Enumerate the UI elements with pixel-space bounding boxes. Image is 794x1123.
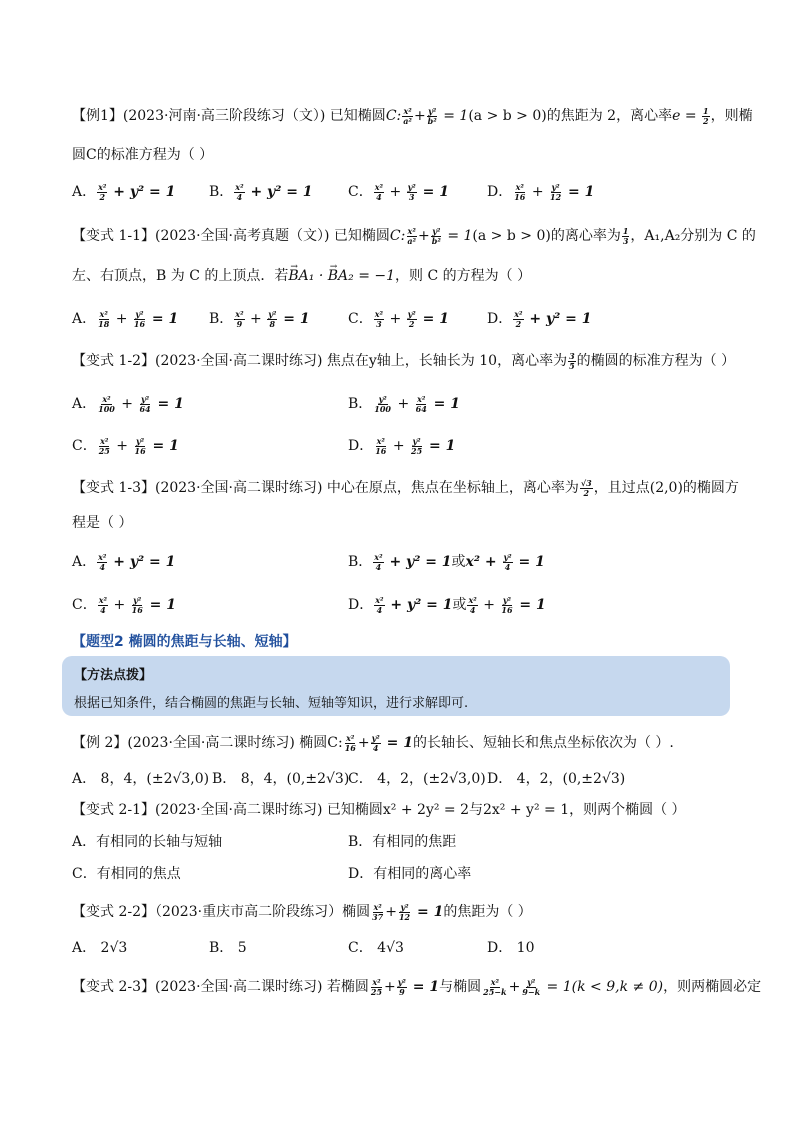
variant-1-3-option-b: B． $\frac{\text{x²}}{4}$ + y² = 1或x² + $\frac{\text{y²}}{4}$ = 1 [348, 551, 545, 572]
variant-1-3-option-a: A． $\frac{\text{x²}}{4}$ + y² = 1 [72, 551, 176, 572]
variant-2-1-option-a: A．有相同的长轴与短轴 [72, 834, 223, 850]
variant-1-2-line-1: 【变式 1-2】(2023·全国·高二课时练习) 焦点在y轴上，长轴长为 10，离心率为 $\frac{3}{5}$ 的椭圆的标准方程为（ ） [72, 350, 736, 371]
example-1-option-c: C． $\frac{\text{x²}}{4}$ + $\frac{\text{y²}}{3}$ = 1 [348, 181, 450, 202]
example-2-line-1: 【例 2】(2023·全国·高二课时练习) 椭圆C: $\frac{\text{x²}}{16}$ + $\frac{\text{y²}}{4}$ = 1的长轴长、短轴长和焦点坐标依次为（ ）. [72, 732, 674, 753]
variant-2-1-option-c: C．有相同的焦点 [72, 866, 181, 882]
variant-1-3-option-d: D． $\frac{\text{x²}}{4}$ + y² = 1或 $\frac{\text{x²}}{4}$ + $\frac{\text{y²}}{16}$ = 1 [348, 594, 546, 615]
example-2-option-b: B． 8，4，(0,±2√3) [212, 771, 350, 787]
variant-2-2-option-b: B． 5 [209, 940, 247, 956]
variant-2-1-line-1: 【变式 2-1】(2023·全国·高二课时练习) 已知椭圆x² + 2y² = 2与2x² + y² = 1，则两个椭圆（ ） [72, 802, 686, 818]
variant-1-1-option-d: D． $\frac{\text{x²}}{2}$ + y² = 1 [487, 308, 592, 329]
variant-2-2-option-d: D． 10 [487, 940, 535, 956]
method-tip-box [62, 656, 730, 716]
method-tip-text: 根据已知条件，结合椭圆的焦距与长轴、短轴等知识，进行求解即可. [74, 696, 469, 711]
example-2-option-c: C． 4，2，(±2√3,0) [348, 771, 486, 787]
example-1-option-d: D． $\frac{\text{x²}}{16}$ + $\frac{\text{y²}}{12}$ = 1 [487, 181, 595, 202]
variant-2-2-line-1: 【变式 2-2】（2023·重庆市高二阶段练习）椭圆 $\frac{\text{x²}}{37}$ + $\frac{\text{y²}}{12}$ = 1的焦距为（ ） [72, 901, 532, 922]
variant-1-2-option-c: C． $\frac{\text{x²}}{25}$ + $\frac{\text{y²}}{16}$ = 1 [72, 435, 179, 456]
variant-1-2-option-a: A． $\frac{\text{x²}}{100}$ + $\frac{\text{y²}}{64}$ = 1 [72, 393, 184, 414]
example-1-line-2: 圆C的标准方程为（ ） [72, 147, 214, 163]
variant-2-2-option-c: C． 4√3 [348, 940, 404, 956]
variant-1-1-option-a: A． $\frac{\text{x²}}{18}$ + $\frac{\text{y²}}{16}$ = 1 [72, 308, 179, 329]
variant-1-3-line-2: 程是（ ） [72, 515, 133, 531]
example-1-source: 【例1】(2023·河南·高三阶段练习（文）) 已知椭圆 [72, 108, 386, 124]
method-tip-title: 【方法点拨】 [74, 668, 153, 683]
variant-1-2-option-d: D． $\frac{\text{x²}}{16}$ + $\frac{\text{y²}}{25}$ = 1 [348, 435, 456, 456]
example-1-option-a: A． $\frac{\text{x²}}{2}$ + y² = 1 [72, 181, 176, 202]
variant-1-1-option-b: B． $\frac{\text{x²}}{9}$ + $\frac{\text{y²}}{8}$ = 1 [209, 308, 310, 329]
variant-2-1-option-d: D．有相同的离心率 [348, 866, 472, 882]
example-1-option-b: B． $\frac{\text{x²}}{4}$ + y² = 1 [209, 181, 313, 202]
section-heading: 【题型2 椭圆的焦距与长轴、短轴】 [72, 634, 297, 650]
variant-2-3-line-1: 【变式 2-3】(2023·全国·高二课时练习) 若椭圆 $\frac{\text{x²}}{25}$ + $\frac{\text{y²}}{9}$ = 1与椭圆 $\frac{\text{x²}}{25-k}$ + $\frac{\text{y²}}{9-k}$ = 1(k < 9,k ≠ 0)，则两椭圆必定 [72, 976, 762, 997]
variant-2-1-option-b: B．有相同的焦距 [348, 834, 457, 850]
variant-1-3-option-c: C． $\frac{\text{x²}}{4}$ + $\frac{\text{y²}}{16}$ = 1 [72, 594, 177, 615]
variant-1-3-line-1: 【变式 1-3】(2023·全国·高二课时练习) 中心在原点，焦点在坐标轴上，离心率为 $\frac{√3}{2}$ ，且过点(2,0)的椭圆方 [72, 477, 739, 498]
example-2-option-d: D． 4，2，(0,±2√3) [487, 771, 626, 787]
variant-2-2-option-a: A． 2√3 [72, 940, 128, 956]
variant-1-1-line-1: 【变式 1-1】(2023·全国·高考真题（文）) 已知椭圆C: $\frac{\text{x²}}{\text{a²}}$ + $\frac{\text{y²}}{\text{b²}}$ = 1(a > b > 0)的离心率为 $\frac{1}{3}$ ，A₁,A₂分别为 C 的 [72, 225, 756, 246]
example-1-line-1: 【例1】(2023·河南·高三阶段练习（文）) 已知椭圆C: $\frac{\text{x²}}{\text{a²}}$ + $\frac{\text{y²}}{\text{b²}}$ = 1(a > b > 0)的焦距为 2，离心率e = $\frac{1}{2}$ ，则椭 [72, 105, 753, 126]
variant-1-2-option-b: B． $\frac{\text{y²}}{100}$ + $\frac{\text{x²}}{64}$ = 1 [348, 393, 461, 414]
example-2-option-a: A． 8，4，(±2√3,0) [72, 771, 210, 787]
variant-1-1-option-c: C． $\frac{\text{x²}}{3}$ + $\frac{\text{y²}}{2}$ = 1 [348, 308, 450, 329]
variant-1-1-line-2: 左、右顶点，B 为 C 的上顶点．若→ BA₁ · → BA₂ = −1，则 C 的方程为（ ） [72, 266, 531, 286]
